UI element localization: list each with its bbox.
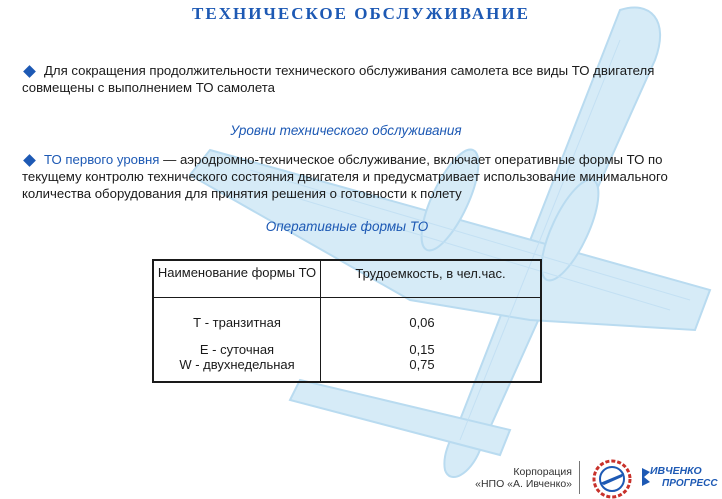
table-header-name: Наименование формы ТО xyxy=(157,265,317,280)
table-row-name: Т - транзитная xyxy=(193,315,281,330)
level1-paragraph xyxy=(22,151,672,202)
intro-paragraph xyxy=(22,62,672,96)
corporation-caption xyxy=(475,466,572,490)
intro-text: Для сокращения продолжительности технического обслуживания самолета все виды ТО двигателя совмещены с выполнением ТО самолета xyxy=(22,63,655,95)
page-title: ТЕХНИЧЕСКОЕ ОБСЛУЖИВАНИЕ xyxy=(192,4,530,23)
logo-text-line1: ИВЧЕНКО xyxy=(650,465,702,477)
corporation-emblem-icon xyxy=(592,459,632,499)
table-header-labor: Трудоемкость, в чел.час. xyxy=(355,266,506,281)
table-row-value: 0,15 xyxy=(409,342,435,357)
corporation-line2: «НПО «А. Ивченко» xyxy=(475,478,572,490)
table-header-divider xyxy=(154,297,540,298)
table-row-name: W - двухнедельная xyxy=(179,357,295,372)
table-row-value: 0,06 xyxy=(409,315,435,330)
corporation-line1: Корпорация xyxy=(513,466,572,478)
logo-text-line2: ПРОГРЕСС xyxy=(662,478,718,489)
diamond-bullet-icon xyxy=(23,65,36,78)
footer-divider xyxy=(579,461,580,494)
levels-heading: Уровни технического обслуживания xyxy=(230,123,462,138)
table-row-name: Е - суточная xyxy=(199,342,275,357)
ivchenko-progress-logo xyxy=(640,463,720,493)
forms-heading: Оперативные формы ТО xyxy=(265,219,429,234)
table-row-value: 0,75 xyxy=(409,357,435,372)
diamond-bullet-icon xyxy=(23,154,36,167)
level1-text: — аэродромно-техническое обслуживание, включает оперативные формы ТО по текущему контролю технического состояния двигателя и предусматривает использование минимального количества оборудования для принятия решения о готовности к полету xyxy=(22,152,668,201)
maintenance-forms-table xyxy=(152,259,542,383)
level1-highlight: ТО первого уровня xyxy=(44,152,160,167)
